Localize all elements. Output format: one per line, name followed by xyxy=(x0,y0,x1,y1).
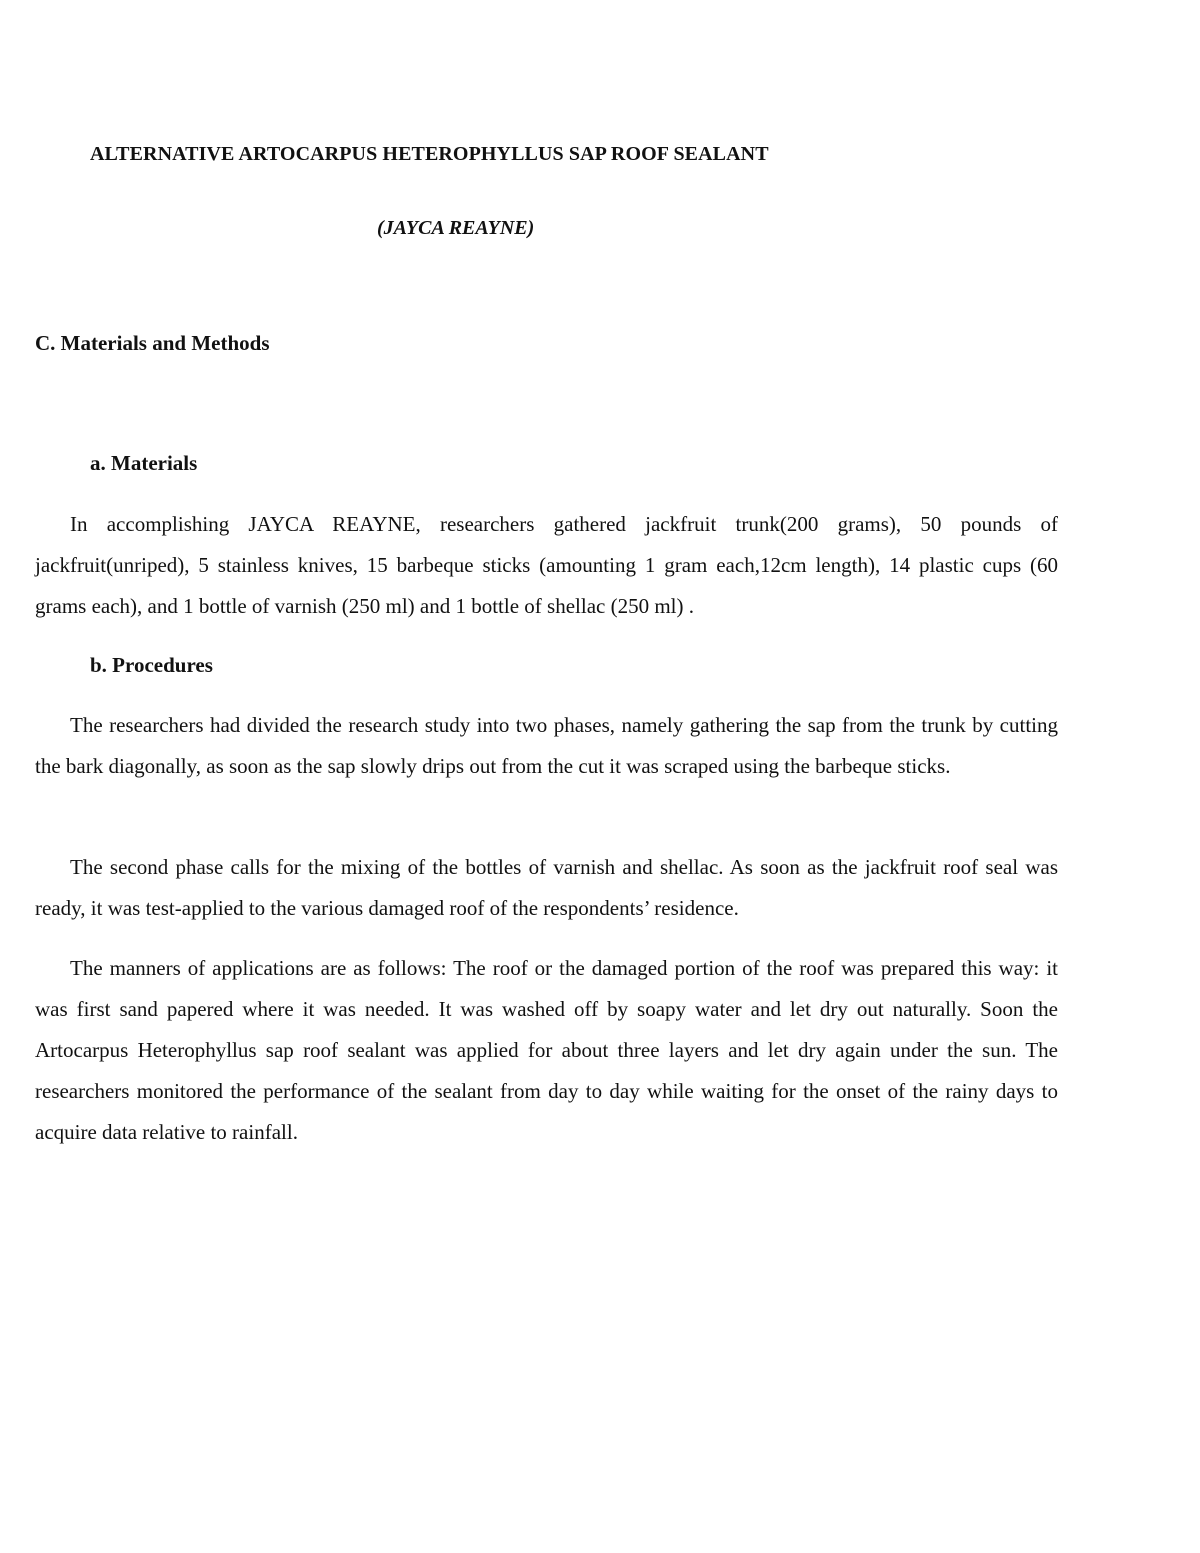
procedures-heading: b. Procedures xyxy=(90,653,213,677)
materials-heading: a. Materials xyxy=(90,451,198,475)
procedures-paragraph-2: The second phase calls for the mixing of the bottles of varnish and shellac. As soon as the jackfruit roof seal was ready, it was test-applied to the various damaged roof of the respondents’ residence. xyxy=(35,855,1058,920)
document-title: ALTERNATIVE ARTOCARPUS HETEROPHYLLUS SAP ROOF SEALANT xyxy=(90,143,769,165)
procedures-paragraph-1: The researchers had divided the research study into two phases, namely gathering the sap from the trunk by cutting the bark diagonally, as soon as the sap slowly drips out from the cut it was scraped using the barbeque sticks. xyxy=(35,713,1058,778)
document-subtitle: (JAYCA REAYNE) xyxy=(377,217,535,239)
materials-paragraph: In accomplishing JAYCA REAYNE, researchers gathered jackfruit trunk(200 grams), 50 pounds of jackfruit(unriped), 5 stainless knives, 15 barbeque sticks (amounting 1 gram each,12cm length), 14 plastic cups (60 grams each), and 1 bottle of varnish (250 ml) and 1 bottle of shellac (250 ml) . xyxy=(35,512,1058,618)
section-heading-materials-and-methods: C. Materials and Methods xyxy=(35,331,270,355)
procedures-paragraph-3: The manners of applications are as follows: The roof or the damaged portion of the roof was prepared this way: it was first sand papered where it was needed. It was washed off by soapy water and let dry out naturally. Soon the Artocarpus Heterophyllus sap roof sealant was applied for about three layers and let dry again under the sun. The researchers monitored the performance of the sealant from day to day while waiting for the onset of the rainy days to acquire data relative to rainfall. xyxy=(35,956,1058,1144)
